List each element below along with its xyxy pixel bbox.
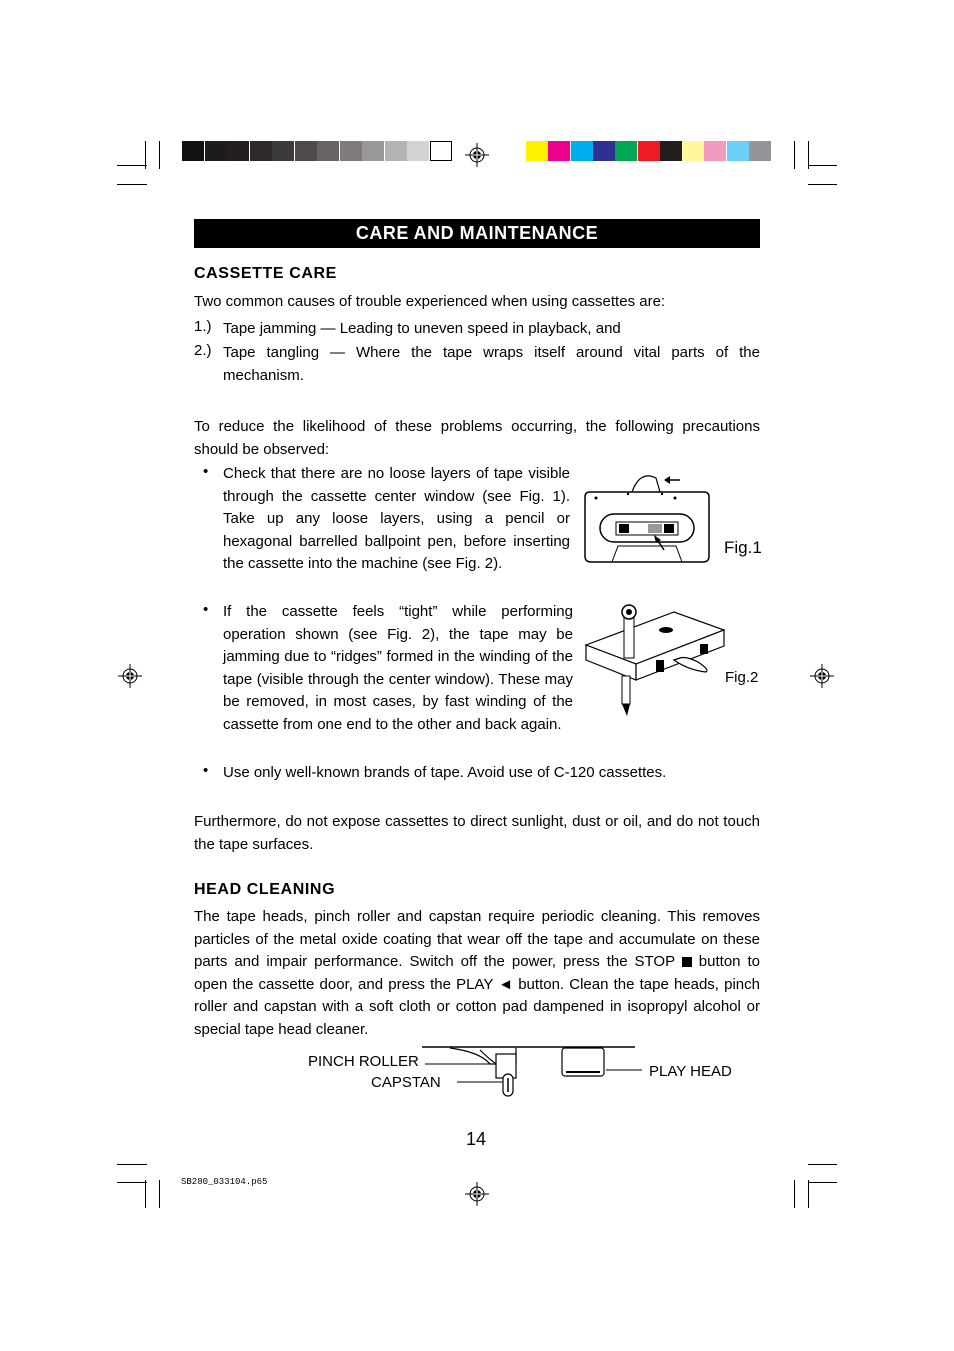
gray-swatch xyxy=(295,141,317,161)
registration-mark-icon xyxy=(465,1182,489,1206)
color-swatch xyxy=(660,141,682,161)
gray-swatch xyxy=(272,141,294,161)
cause-number: 2.) xyxy=(194,342,212,359)
bullet-text: Use only well-known brands of tape. Avoid use of C-120 cassettes. xyxy=(223,764,667,781)
color-swatch xyxy=(571,141,593,161)
figure-2-label: Fig.2 xyxy=(725,669,759,686)
gray-swatch xyxy=(317,141,339,161)
gray-swatch xyxy=(182,141,204,161)
cause-number: 1.) xyxy=(194,318,212,335)
crop-mark xyxy=(117,165,147,166)
capstan-label: CAPSTAN xyxy=(371,1074,441,1091)
color-swatch xyxy=(526,141,548,161)
stop-square-icon xyxy=(682,957,692,967)
crop-mark xyxy=(145,1180,146,1208)
color-swatch xyxy=(704,141,726,161)
color-swatch xyxy=(615,141,637,161)
head-cleaning-text-part: button to open the cassette door, and press the PLAY xyxy=(194,953,760,993)
play-symbol: ◄ xyxy=(498,975,514,993)
color-swatch xyxy=(682,141,704,161)
crop-mark xyxy=(794,1180,795,1208)
gray-swatch xyxy=(430,141,452,161)
color-swatch xyxy=(727,141,749,161)
bullet-symbol: • xyxy=(203,601,209,618)
bullet-text: Check that there are no loose layers of tape visible through the cassette center window (see Fig. 1). Take up any loose layers, using a pencil or hexagonal barrelled ballpoint pen, before inserting the cassette into the machine (see Fig. 2). xyxy=(223,465,570,572)
crop-mark xyxy=(159,1180,160,1208)
gray-swatch xyxy=(340,141,362,161)
head-cleaning-text xyxy=(194,906,760,1041)
gray-swatch xyxy=(205,141,227,161)
section-title: CARE AND MAINTENANCE xyxy=(194,219,760,248)
gray-swatch xyxy=(362,141,384,161)
gray-swatch xyxy=(227,141,249,161)
cassette-care-intro: Two common causes of trouble experienced when using cassettes are: xyxy=(194,293,666,310)
bullet-text: If the cassette feels “tight” while performing operation shown (see Fig. 2), the tape may be jamming due to “ridges” formed in the winding of the tape (visible through the center window). These may be removed, in most cases, by fast winding of the cassette from one end to the other and back again. xyxy=(223,603,573,733)
registration-mark-icon xyxy=(465,143,489,167)
registration-mark-icon xyxy=(118,664,142,688)
gray-swatch xyxy=(250,141,272,161)
pinch-roller-label: PINCH ROLLER xyxy=(308,1053,419,1070)
figure-2-cassette-pencil-illustration xyxy=(582,600,732,718)
bullet-symbol: • xyxy=(203,463,209,480)
cause-text: Tape tangling — Where the tape wraps itself around vital parts of the mechanism. xyxy=(223,344,760,384)
crop-mark xyxy=(117,1182,147,1183)
crop-mark xyxy=(794,141,795,169)
crop-mark xyxy=(808,1164,837,1165)
crop-mark xyxy=(159,141,160,169)
registration-mark-icon xyxy=(810,664,834,688)
color-swatch xyxy=(749,141,771,161)
gray-swatch xyxy=(407,141,429,161)
crop-mark xyxy=(808,165,837,166)
crop-mark xyxy=(145,141,146,169)
color-swatch xyxy=(638,141,660,161)
play-head-label: PLAY HEAD xyxy=(649,1063,732,1080)
crop-mark xyxy=(808,141,809,169)
color-swatch xyxy=(593,141,615,161)
head-cleaning-heading: HEAD CLEANING xyxy=(194,881,336,898)
color-swatch xyxy=(548,141,570,161)
crop-mark xyxy=(808,1180,809,1208)
furthermore-text: Furthermore, do not expose cassettes to direct sunlight, dust or oil, and do not touch the tape surfaces. xyxy=(194,813,760,853)
figure-1-cassette-illustration xyxy=(582,470,712,566)
bullet-symbol: • xyxy=(203,762,209,779)
page-number: 14 xyxy=(466,1129,487,1149)
head-cleaning-text-part: The tape heads, pinch roller and capstan require periodic cleaning. This removes particles of the metal oxide coating that wear off the tape and accumulate on these parts and impair performance. Switch off the power, press the STOP xyxy=(194,908,760,970)
gray-swatch xyxy=(385,141,407,161)
head-cleaning-text-part: button. Clean the tape heads, pinch roller and capstan with a soft cloth or cotton pad dampened in isopropyl alcohol or special tape head cleaner. xyxy=(194,975,760,1038)
crop-mark xyxy=(117,184,147,185)
crop-mark xyxy=(808,1182,837,1183)
precautions-intro: To reduce the likelihood of these problems occurring, the following precautions should be observed: xyxy=(194,418,760,458)
crop-mark xyxy=(808,184,837,185)
cause-text: Tape jamming — Leading to uneven speed in playback, and xyxy=(223,320,621,337)
crop-mark xyxy=(117,1164,147,1165)
tape-head-diagram xyxy=(420,1040,650,1102)
figure-1-label: Fig.1 xyxy=(724,538,762,557)
cassette-care-heading: CASSETTE CARE xyxy=(194,265,337,282)
file-name: SB280_033104.p65 xyxy=(181,1177,268,1187)
